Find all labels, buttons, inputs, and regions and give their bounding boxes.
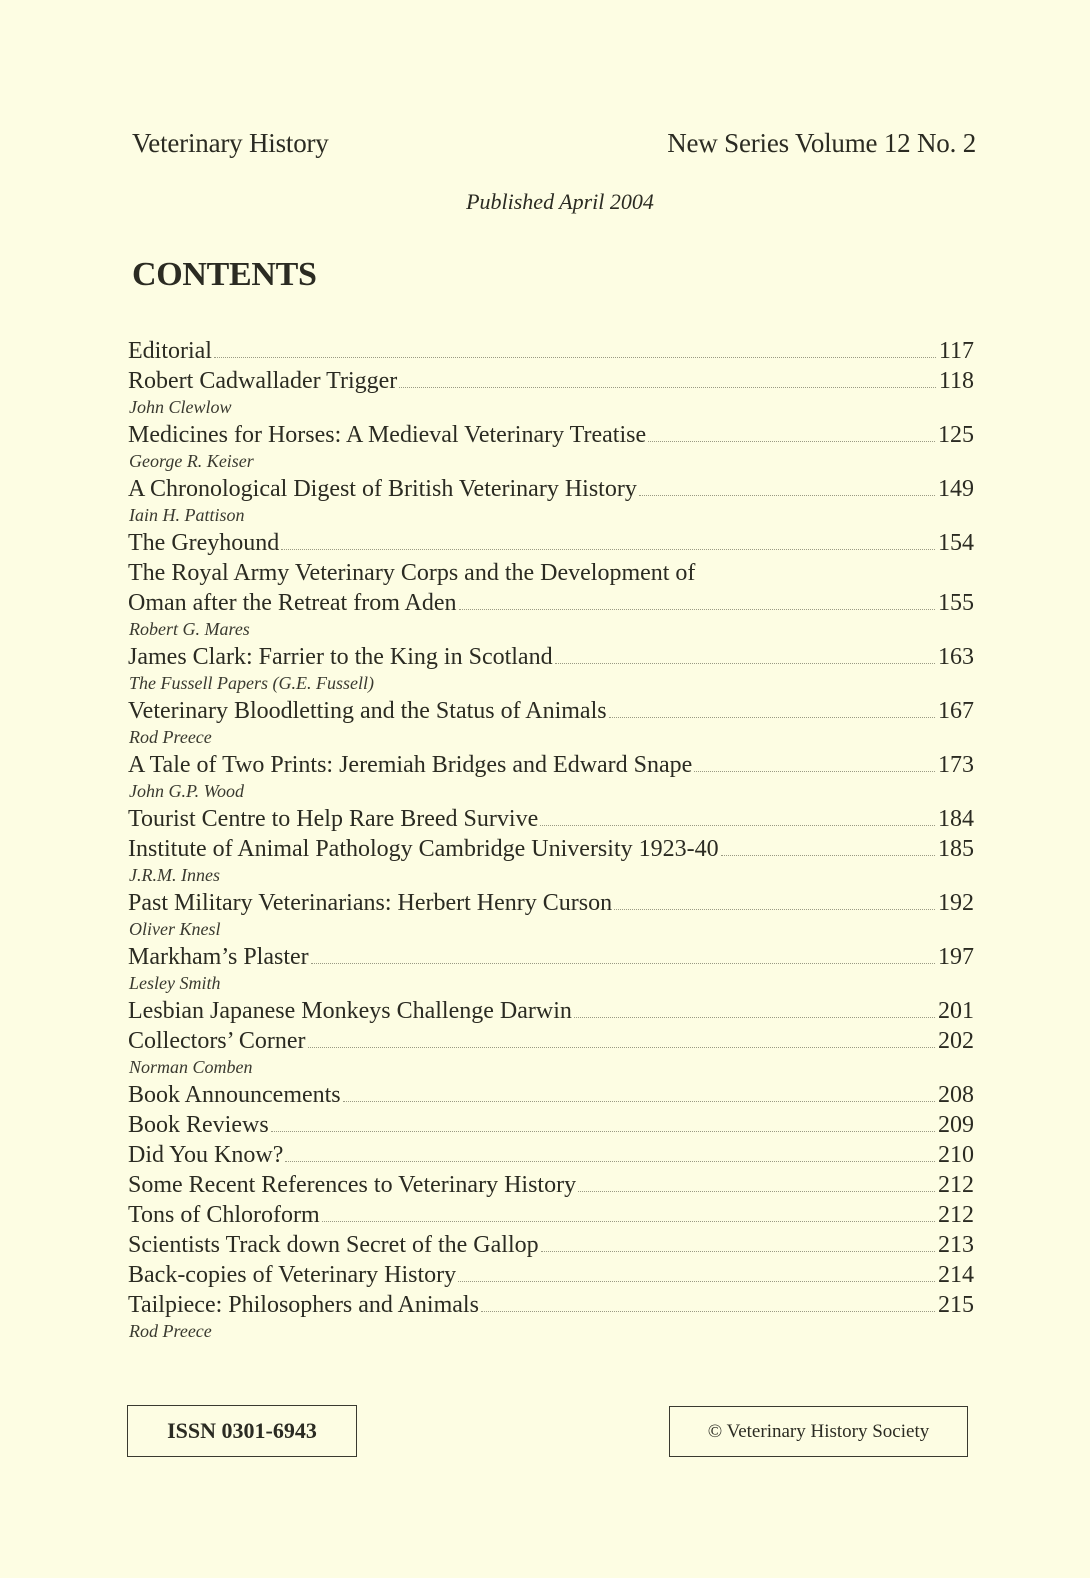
entry-title: Lesbian Japanese Monkeys Challenge Darwin <box>128 998 572 1024</box>
entry-title: Medicines for Horses: A Medieval Veterinary Treatise <box>128 422 647 448</box>
entry-page-number: 202 <box>938 1028 974 1054</box>
dot-leader <box>281 548 935 550</box>
dot-leader <box>481 1310 935 1312</box>
entry-page-number: 184 <box>938 806 974 832</box>
dot-leader <box>271 1130 935 1132</box>
toc-entry <box>128 750 974 780</box>
entry-title: The Greyhound <box>128 530 280 556</box>
dot-leader <box>285 1160 935 1162</box>
entry-title: Past Military Veterinarians: Herbert Henry Curson <box>128 890 613 916</box>
dot-leader <box>322 1220 935 1222</box>
entry-page-number: 212 <box>938 1172 974 1198</box>
entry-page-number: 197 <box>938 944 974 970</box>
entry-title: Robert Cadwallader Trigger <box>128 368 398 394</box>
entry-title: Scientists Track down Secret of the Gallop <box>128 1232 539 1258</box>
entry-page-number: 149 <box>938 476 974 502</box>
entry-author: Rod Preece <box>129 1321 212 1341</box>
entry-author: John G.P. Wood <box>129 781 245 801</box>
dot-leader <box>458 1280 935 1282</box>
dot-leader <box>614 908 935 910</box>
toc-entry <box>128 1170 974 1200</box>
entry-title: Tailpiece: Philosophers and Animals <box>128 1292 479 1318</box>
entry-title: Did You Know? <box>128 1142 284 1168</box>
entry-title: Book Reviews <box>128 1112 269 1138</box>
entry-page-number: 213 <box>938 1232 974 1258</box>
entry-page-number: 117 <box>938 338 974 364</box>
entry-page-number: 185 <box>938 836 974 862</box>
entry-page-number: 212 <box>938 1202 974 1228</box>
issn-box <box>127 1405 357 1457</box>
entry-page-number: 192 <box>938 890 974 916</box>
toc-entry <box>128 834 974 864</box>
toc-entry <box>128 804 974 834</box>
entry-title: Tons of Chloroform <box>128 1202 320 1228</box>
toc-entry <box>128 1080 974 1110</box>
toc-entry <box>128 1110 974 1140</box>
toc-entry <box>128 420 974 450</box>
entry-page-number: 201 <box>938 998 974 1024</box>
dot-leader <box>214 356 936 358</box>
dot-leader <box>540 824 935 826</box>
entry-page-number: 154 <box>938 530 974 556</box>
toc-entry <box>128 642 974 672</box>
entry-title: Collectors’ Corner <box>128 1028 306 1054</box>
published-date: Published April 2004 <box>466 189 654 214</box>
toc-entry-title-line <box>128 558 974 588</box>
entry-title: Tourist Centre to Help Rare Breed Survive <box>128 806 539 832</box>
entry-page-number: 125 <box>938 422 974 448</box>
entry-title: Veterinary Bloodletting and the Status of Animals <box>128 698 607 724</box>
toc-entry <box>128 528 974 558</box>
dot-leader <box>541 1250 935 1252</box>
copyright-text: © Veterinary History Society <box>707 1420 930 1442</box>
dot-leader <box>639 494 935 496</box>
entry-title: Editorial <box>128 338 212 364</box>
toc-entry <box>128 1200 974 1230</box>
toc-entry <box>128 1260 974 1290</box>
dot-leader <box>648 440 935 442</box>
toc-entry <box>128 696 974 726</box>
entry-title: Back-copies of Veterinary History <box>128 1262 457 1288</box>
journal-title: Veterinary History <box>132 128 329 158</box>
dot-leader <box>555 662 935 664</box>
entry-page-number: 208 <box>938 1082 974 1108</box>
toc-entry <box>128 1230 974 1260</box>
entry-title: Institute of Animal Pathology Cambridge University 1923-40 <box>128 836 719 862</box>
entry-author: J.R.M. Innes <box>129 865 220 885</box>
entry-title: Markham’s Plaster <box>128 944 309 970</box>
toc-entry <box>128 1290 974 1320</box>
toc-entry <box>128 366 974 396</box>
entry-author: Iain H. Pattison <box>129 505 245 525</box>
entry-title: The Royal Army Veterinary Corps and the Development of <box>128 560 696 586</box>
dot-leader <box>574 1016 935 1018</box>
entry-title: Some Recent References to Veterinary History <box>128 1172 577 1198</box>
entry-page-number: 163 <box>938 644 974 670</box>
entry-page-number: 215 <box>938 1292 974 1318</box>
dot-leader <box>694 770 935 772</box>
copyright-box <box>669 1406 968 1457</box>
entry-author: Lesley Smith <box>129 973 221 993</box>
dot-leader <box>721 854 935 856</box>
entry-author: George R. Keiser <box>129 451 254 471</box>
issue-label: New Series Volume 12 No. 2 <box>667 128 976 158</box>
entry-title: James Clark: Farrier to the King in Scotland <box>128 644 553 670</box>
entry-author: John Clewlow <box>129 397 232 417</box>
toc-entry <box>128 1140 974 1170</box>
entry-page-number: 209 <box>938 1112 974 1138</box>
dot-leader <box>609 716 935 718</box>
contents-heading: CONTENTS <box>132 256 317 293</box>
dot-leader <box>343 1100 935 1102</box>
entry-title: Book Announcements <box>128 1082 341 1108</box>
toc-entry <box>128 474 974 504</box>
entry-page-number: 167 <box>938 698 974 724</box>
entry-page-number: 210 <box>938 1142 974 1168</box>
dot-leader <box>459 608 935 610</box>
entry-page-number: 214 <box>938 1262 974 1288</box>
entry-page-number: 155 <box>938 590 974 616</box>
entry-page-number: 118 <box>938 368 974 394</box>
toc-entry <box>128 588 974 618</box>
issn-text: ISSN 0301-6943 <box>167 1418 317 1443</box>
entry-author: Norman Comben <box>129 1057 253 1077</box>
toc-entry <box>128 942 974 972</box>
entry-page-number: 173 <box>938 752 974 778</box>
toc-entry <box>128 1026 974 1056</box>
dot-leader <box>308 1046 935 1048</box>
dot-leader <box>399 386 936 388</box>
toc-entry <box>128 336 974 366</box>
table-of-contents <box>128 336 974 1344</box>
dot-leader <box>311 962 935 964</box>
entry-author: Oliver Knesl <box>129 919 221 939</box>
toc-entry <box>128 888 974 918</box>
entry-title: A Tale of Two Prints: Jeremiah Bridges and Edward Snape <box>128 752 693 778</box>
entry-author: Robert G. Mares <box>129 619 250 639</box>
entry-author: Rod Preece <box>129 727 212 747</box>
dot-leader <box>578 1190 935 1192</box>
entry-author: The Fussell Papers (G.E. Fussell) <box>129 673 374 693</box>
entry-title: A Chronological Digest of British Veterinary History <box>128 476 637 502</box>
entry-title: Oman after the Retreat from Aden <box>128 590 457 616</box>
toc-entry <box>128 996 974 1026</box>
